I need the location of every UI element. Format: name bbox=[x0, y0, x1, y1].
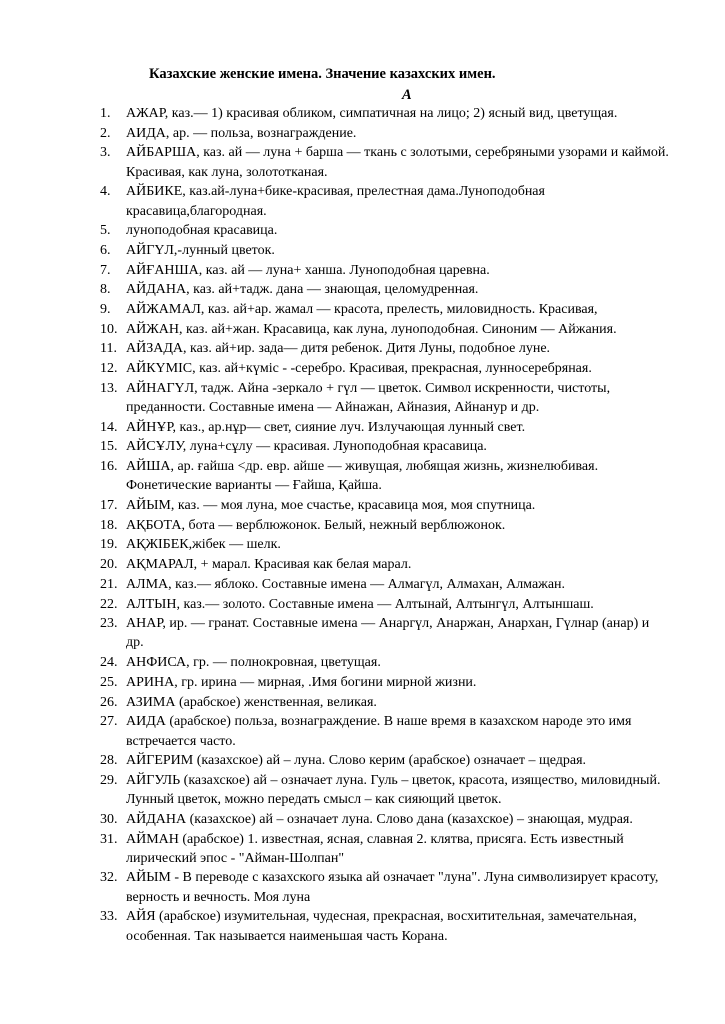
list-item-text: АҚМАРАЛ, + марал. Красивая как белая марал. bbox=[126, 557, 412, 573]
list-item-text: АНАР, ир. — гранат. Составные имена — Анаргүл, Анаржан, Анархан, Гүлнар (анар) и др. bbox=[126, 616, 650, 651]
list-item-text: луноподобная красавица. bbox=[126, 223, 278, 239]
list-item bbox=[100, 124, 670, 143]
list-item bbox=[100, 751, 670, 770]
list-item-number: 14. bbox=[100, 419, 118, 435]
list-item bbox=[100, 693, 670, 712]
list-item bbox=[100, 104, 670, 123]
list-item-number: 18. bbox=[100, 517, 118, 533]
list-item-number: 33. bbox=[100, 909, 118, 925]
list-item bbox=[100, 595, 670, 614]
list-item-text: АЖАР, каз.— 1) красивая обликом, симпатичная на лицо; 2) ясный вид, цветущая. bbox=[126, 106, 618, 121]
list-item-number: 1. bbox=[100, 106, 111, 121]
list-item-text: АЛМА, каз.— яблоко. Составные имена — Алмагүл, Алмахан, Алмажан. bbox=[126, 576, 566, 592]
list-item-number: 10. bbox=[100, 321, 118, 337]
section-letter: А bbox=[402, 87, 412, 103]
name-list bbox=[100, 104, 670, 946]
list-item-text: АЙША, ар. ғайша <др. евр. айше — живущая, любящая жизнь, жизнелюбивая. Фонетические варианты — Ғайша, Қайша. bbox=[126, 459, 599, 494]
list-item bbox=[100, 221, 670, 240]
list-item-number: 25. bbox=[100, 674, 118, 690]
list-item bbox=[100, 907, 670, 945]
list-item bbox=[100, 535, 670, 554]
list-item bbox=[100, 379, 670, 417]
list-item bbox=[100, 359, 670, 378]
list-item-text: АЙБАРША, каз. ай — луна + барша — ткань с золотыми, серебряными узорами и каймой. Красивая, как луна, золототканая. bbox=[126, 145, 669, 180]
list-item-number: 20. bbox=[100, 557, 118, 573]
list-item-number: 13. bbox=[100, 380, 118, 396]
list-item-number: 30. bbox=[100, 811, 118, 827]
list-item-text: АҚЖІБЕК,жібек — шелк. bbox=[126, 537, 281, 553]
list-item-text: АЙНАГҮЛ, тадж. Айна -зеркало + гүл — цветок. Символ искренности, чистоты, преданности. Составные имена — Айнажан, Айназия, Айнанур и др. bbox=[126, 380, 611, 416]
list-item-number: 23. bbox=[100, 616, 118, 632]
list-item-number: 19. bbox=[100, 537, 118, 553]
list-item-text: АЙГЕРИМ (казахское) ай – луна. Слово керим (арабское) означает – щедрая. bbox=[126, 753, 587, 769]
list-item bbox=[100, 320, 670, 339]
list-item bbox=[100, 555, 670, 574]
list-item-text: АЙНҰР, каз., ар.нұр— свет, сияние луч. Излучающая лунный свет. bbox=[126, 419, 526, 435]
list-item-number: 27. bbox=[100, 714, 118, 730]
page-title: Казахские женские имена. Значение казахских имен. bbox=[149, 66, 496, 82]
list-item-text: АЙДАНА (казахское) ай – означает луна. Слово дана (казахское) – знающая, мудрая. bbox=[126, 811, 633, 827]
list-item-number: 32. bbox=[100, 870, 118, 886]
list-item-text: АРИНА, гр. ирина — мирная, .Имя богини мирной жизни. bbox=[126, 674, 477, 690]
list-item bbox=[100, 300, 670, 319]
list-item-text: АНФИСА, гр. — полнокровная, цветущая. bbox=[126, 655, 381, 671]
list-item-text: АИДА (арабское) польза, вознаграждение. В наше время в казахском народе это имя встречается часто. bbox=[126, 714, 632, 749]
list-item-text: АЙДАНА, каз. ай+тадж. дана — знающая, целомудренная. bbox=[126, 282, 479, 298]
list-item bbox=[100, 830, 670, 868]
list-item bbox=[100, 418, 670, 437]
list-item bbox=[100, 280, 670, 299]
list-item bbox=[100, 868, 670, 906]
list-item-number: 6. bbox=[100, 242, 111, 258]
list-item-number: 11. bbox=[100, 341, 117, 357]
list-item-text: АЙСҰЛУ, луна+сұлу — красивая. Луноподобная красавица. bbox=[126, 439, 487, 455]
list-item bbox=[100, 614, 670, 652]
list-item-number: 9. bbox=[100, 302, 111, 318]
list-item bbox=[100, 261, 670, 280]
list-item-number: 15. bbox=[100, 439, 118, 455]
list-item-text: АЙКҮМІС, каз. ай+күміс - -серебро. Красивая, прекрасная, лунносеребряная. bbox=[126, 361, 592, 377]
list-item-text: АЙМАН (арабское) 1. известная, ясная, славная 2. клятва, присяга. Есть известный лирический эпос - "Айман-Шолпан" bbox=[126, 831, 624, 866]
list-item-number: 5. bbox=[100, 223, 111, 239]
list-item-number: 28. bbox=[100, 753, 118, 769]
list-item-text: АЙБИКЕ, каз.ай-луна+бике-красивая, прелестная дама.Луноподобная красавица,благородная. bbox=[126, 184, 545, 219]
list-item-text: АЙЗАДА, каз. ай+ир. зада— дитя ребенок. Дитя Луны, подобное луне. bbox=[126, 341, 551, 357]
list-item-text: АЙҒАНША, каз. ай — луна+ ханша. Луноподобная царевна. bbox=[126, 262, 490, 278]
list-item-number: 2. bbox=[100, 125, 111, 141]
list-item bbox=[100, 653, 670, 672]
list-item-text: АИДА, ар. — польза, вознаграждение. bbox=[126, 125, 357, 141]
list-item-text: АҚБОТА, бота — верблюжонок. Белый, нежный верблюжонок. bbox=[126, 517, 506, 533]
list-item bbox=[100, 339, 670, 358]
list-item-text: АЙЫМ - В переводе с казахского языка ай означает "луна". Луна символизирует красоту, верность и вечность. Моя луна bbox=[126, 870, 659, 905]
list-item-text: АЛТЫН, каз.— золото. Составные имена — Алтынай, Алтынгүл, Алтыншаш. bbox=[126, 596, 594, 612]
list-item bbox=[100, 241, 670, 260]
list-item-number: 4. bbox=[100, 184, 111, 200]
list-item bbox=[100, 437, 670, 456]
list-item-text: АЙГУЛЬ (казахское) ай – означает луна. Гуль – цветок, красота, изящество, миловидный. Лунный цветок, можно передать смысл – как сияющий цветок. bbox=[126, 772, 661, 808]
list-item-text: АЗИМА (арабское) женственная, великая. bbox=[126, 694, 377, 710]
list-item bbox=[100, 673, 670, 692]
list-item-text: АЙЯ (арабское) изумительная, чудесная, прекрасная, восхитительная, замечательная, особенная. Так называется наименьшая часть Корана. bbox=[126, 909, 637, 944]
list-item bbox=[100, 182, 670, 220]
list-item bbox=[100, 575, 670, 594]
list-item-number: 31. bbox=[100, 831, 118, 847]
list-item bbox=[100, 771, 670, 809]
list-item-number: 3. bbox=[100, 145, 111, 161]
list-item-number: 8. bbox=[100, 282, 111, 298]
list-item-number: 17. bbox=[100, 498, 118, 514]
list-item-number: 24. bbox=[100, 655, 118, 671]
list-item-number: 29. bbox=[100, 772, 118, 788]
list-item-number: 12. bbox=[100, 361, 118, 377]
list-item bbox=[100, 143, 670, 181]
list-item-text: АЙЖАМАЛ, каз. ай+ар. жамал — красота, прелесть, миловидность. Красивая, bbox=[126, 302, 598, 318]
list-item-text: АЙГҮЛ,-лунный цветок. bbox=[126, 242, 275, 258]
list-item bbox=[100, 712, 670, 750]
list-item bbox=[100, 516, 670, 535]
list-item-number: 16. bbox=[100, 459, 118, 475]
list-item bbox=[100, 457, 670, 495]
list-item-number: 22. bbox=[100, 596, 118, 612]
list-item bbox=[100, 810, 670, 829]
list-item-number: 26. bbox=[100, 694, 118, 710]
list-item-number: 7. bbox=[100, 262, 111, 278]
list-item-number: 21. bbox=[100, 576, 118, 592]
list-item bbox=[100, 496, 670, 515]
list-item-text: АЙЫМ, каз. — моя луна, мое счастье, красавица моя, моя спутница. bbox=[126, 498, 536, 514]
list-item-text: АЙЖАН, каз. ай+жан. Красавица, как луна, луноподобная. Синоним — Айжания. bbox=[126, 321, 617, 337]
